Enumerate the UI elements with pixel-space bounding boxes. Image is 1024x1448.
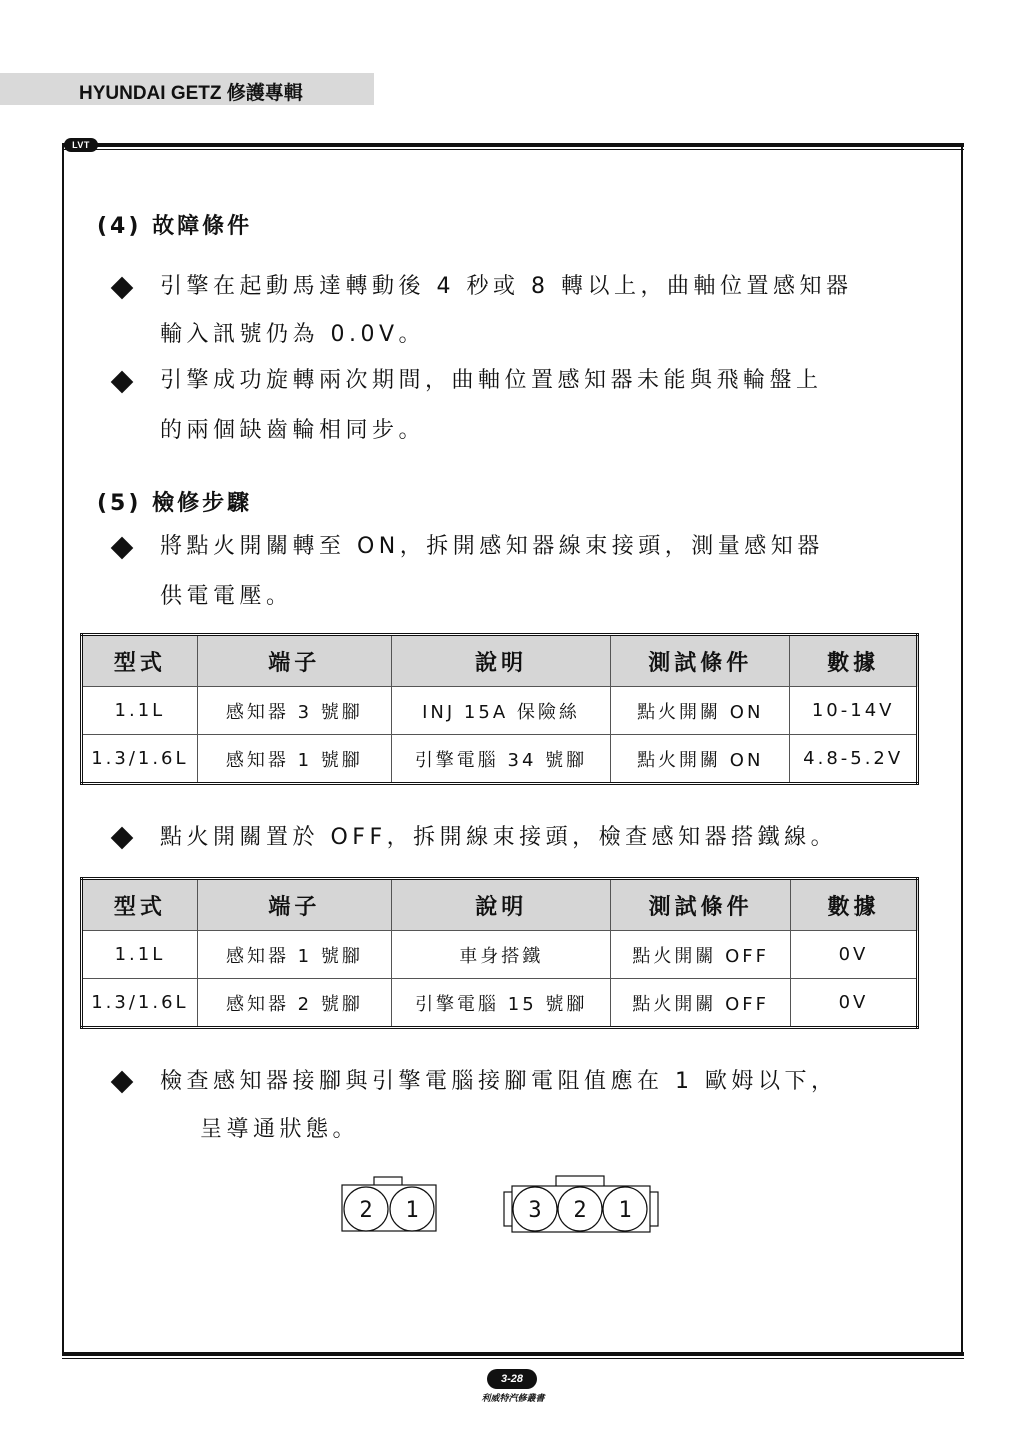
table-cell: 點火開關 OFF [611, 931, 790, 979]
table-cell: 感知器 2 號腳 [197, 979, 391, 1028]
column-header-description: 說明 [392, 879, 611, 931]
table-cell: 感知器 3 號腳 [197, 687, 391, 735]
section-5-bullet-2-line-1: 點火開關置於 OFF，拆開線束接頭，檢查感知器搭鐵線。 [160, 825, 838, 850]
publisher-label: 利威特汽修叢書 [481, 1394, 545, 1404]
section-5-bullet-3-line-1: 檢查感知器接腳與引擎電腦接腳電阻值應在 1 歐姆以下， [160, 1069, 838, 1094]
frame-left-border [62, 147, 64, 1354]
top-rule-thin [62, 149, 964, 150]
table-cell: 點火開關 OFF [611, 979, 790, 1028]
section-4-bullet-1-line-2: 輸入訊號仍為 0.0V。 [160, 322, 426, 347]
diamond-bullet-icon [111, 371, 134, 394]
table-row [82, 735, 918, 784]
column-header-description: 說明 [391, 635, 610, 687]
section-4-title: (4) 故障條件 [97, 214, 253, 239]
section-4-bullet-2-line-1: 引擎成功旋轉兩次期間，曲軸位置感知器未能與飛輪盤上 [160, 368, 823, 393]
section-4-bullet-2-line-2: 的兩個缺齒輪相同步。 [160, 418, 426, 443]
table-cell: 0V [790, 931, 917, 979]
table-cell: 4.8-5.2V [790, 735, 918, 784]
table-cell: 點火開關 ON [611, 687, 790, 735]
table-row [82, 979, 918, 1028]
connector-pin-label: 2 [573, 1198, 587, 1223]
table-cell: INJ 15A 保險絲 [391, 687, 610, 735]
table-row [82, 687, 918, 735]
section-4-bullet-1-line-1: 引擎在起動馬達轉動後 4 秒或 8 轉以上，曲軸位置感知器 [160, 274, 853, 299]
table-cell: 車身搭鐵 [392, 931, 611, 979]
table-cell: 感知器 1 號腳 [197, 735, 391, 784]
bottom-rule [62, 1352, 964, 1356]
bottom-rule-thin [62, 1358, 964, 1359]
table-cell: 點火開關 ON [611, 735, 790, 784]
column-header-type: 型式 [82, 635, 198, 687]
section-5-bullet-3-line-2: 呈導通狀態。 [200, 1117, 360, 1142]
table-cell: 10-14V [790, 687, 918, 735]
column-header-terminal: 端子 [197, 635, 391, 687]
table-cell: 0V [790, 979, 917, 1028]
table-cell: 感知器 1 號腳 [197, 931, 391, 979]
table-cell: 引擎電腦 34 號腳 [391, 735, 610, 784]
column-header-terminal: 端子 [197, 879, 391, 931]
table-cell: 1.1L [82, 931, 198, 979]
diamond-bullet-icon [111, 277, 134, 300]
diamond-bullet-icon [111, 537, 134, 560]
connector-pin-label: 2 [359, 1198, 373, 1223]
column-header-value: 數據 [790, 635, 918, 687]
frame-right-border [961, 147, 963, 1354]
top-rule [62, 143, 964, 147]
page-title: HYUNDAI GETZ 修護專輯 [79, 83, 303, 104]
logo-badge: LVT [64, 138, 98, 152]
column-header-test-condition: 測試條件 [611, 879, 790, 931]
connector-pin-label: 3 [528, 1198, 542, 1223]
diamond-bullet-icon [111, 1071, 134, 1094]
section-5-bullet-1-line-2: 供電電壓。 [160, 584, 293, 609]
connector-pin-label: 1 [405, 1198, 419, 1223]
three-pin-connector-diagram [500, 1172, 662, 1236]
table-header-row [82, 635, 918, 687]
column-header-value: 數據 [790, 879, 917, 931]
table-header-row [82, 879, 918, 931]
column-header-type: 型式 [82, 879, 198, 931]
section-5-title: (5) 檢修步驟 [97, 491, 253, 516]
table-cell: 1.3/1.6L [82, 979, 198, 1028]
connector-pin-label: 1 [618, 1198, 632, 1223]
table-row [82, 931, 918, 979]
page-number-badge: 3-28 [487, 1369, 537, 1389]
ground-table [80, 877, 919, 1029]
two-pin-connector-diagram [338, 1172, 440, 1236]
column-header-test-condition: 測試條件 [611, 635, 790, 687]
diamond-bullet-icon [111, 827, 134, 850]
table-cell: 1.3/1.6L [82, 735, 198, 784]
voltage-table [80, 633, 919, 785]
section-5-bullet-1-line-1: 將點火開關轉至 ON，拆開感知器線束接頭，測量感知器 [160, 534, 824, 559]
table-cell: 1.1L [82, 687, 198, 735]
table-cell: 引擎電腦 15 號腳 [392, 979, 611, 1028]
